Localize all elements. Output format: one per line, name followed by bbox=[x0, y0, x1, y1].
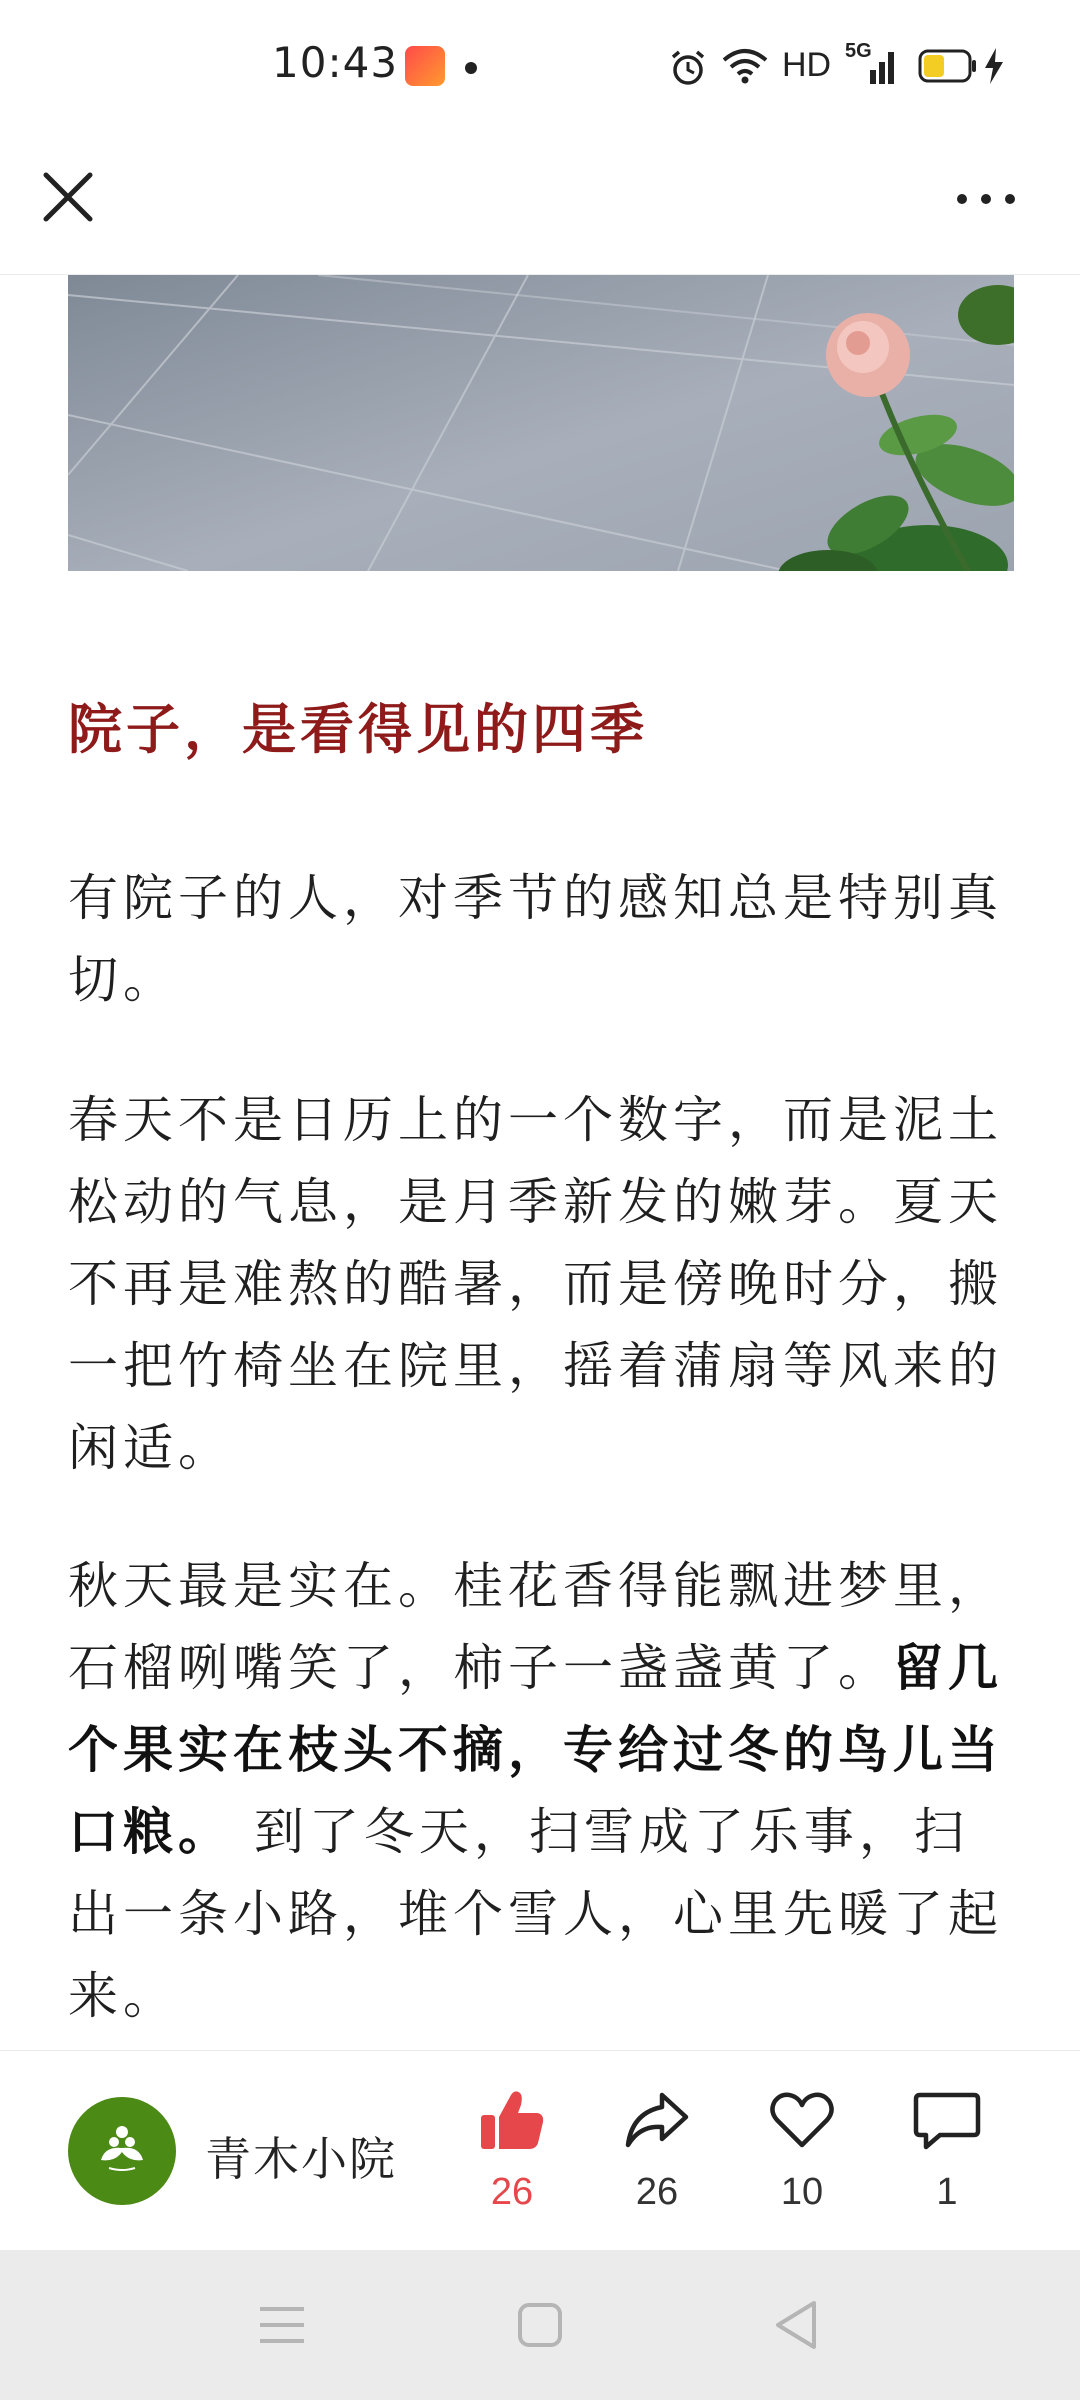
home-icon[interactable] bbox=[512, 2297, 568, 2353]
favorite-count: 10 bbox=[780, 2171, 824, 2213]
more-icon[interactable] bbox=[950, 171, 1022, 227]
paragraph-3 bbox=[68, 1545, 1014, 2037]
share-count: 26 bbox=[635, 2171, 679, 2213]
heart-icon bbox=[767, 2087, 837, 2153]
favorite-button[interactable] bbox=[742, 2087, 862, 2227]
paragraph-3-start: 秋天最是实在。桂花香得能飘进梦里，石榴咧嘴笑了，柿子一盏盏黄了。 bbox=[68, 1557, 1003, 1697]
action-bar bbox=[0, 2050, 1080, 2250]
wifi-icon bbox=[720, 46, 770, 86]
paragraph-3-end: 到了冬天，扫雪成了乐事，扫出一条小路，堆个雪人，心里先暖了起来。 bbox=[68, 1803, 1003, 2025]
alarm-icon bbox=[668, 48, 708, 88]
section-title: 院子，是看得见的四季 bbox=[68, 698, 648, 761]
battery-icon bbox=[918, 48, 978, 84]
paving-and-rose-illustration bbox=[68, 275, 1014, 571]
cellular-5g-label: 5G bbox=[845, 40, 872, 62]
status-time: 10:43 bbox=[272, 38, 399, 87]
back-icon[interactable] bbox=[768, 2297, 824, 2353]
network-hd-label: HD bbox=[782, 46, 832, 84]
like-count: 26 bbox=[490, 2171, 534, 2213]
like-button[interactable] bbox=[452, 2087, 572, 2227]
menu-icon[interactable] bbox=[254, 2297, 310, 2353]
notification-dot bbox=[465, 62, 477, 74]
share-icon bbox=[622, 2087, 692, 2153]
share-button[interactable] bbox=[597, 2087, 717, 2227]
top-nav bbox=[0, 135, 1080, 275]
charging-icon bbox=[982, 46, 1006, 86]
paragraph-1: 有院子的人，对季节的感知总是特别真切。 bbox=[68, 869, 1003, 1009]
paragraph-3-bold: 留几个果实在枝头不摘，专给过冬的鸟儿当口粮。 bbox=[68, 1639, 1003, 1861]
system-nav-bar bbox=[0, 2250, 1080, 2400]
paragraph-2: 春天不是日历上的一个数字，而是泥土松动的气息，是月季新发的嫩芽。夏天不再是难熬的酷暑，而是傍晚时分，搬一把竹椅坐在院里，摇着蒲扇等风来的闲适。 bbox=[68, 1091, 1003, 1477]
author-avatar[interactable] bbox=[68, 2097, 176, 2205]
thumbs-up-icon bbox=[477, 2087, 547, 2153]
article-content bbox=[0, 275, 1080, 2050]
news-app-icon bbox=[405, 46, 445, 86]
article-image bbox=[68, 275, 1014, 571]
comment-count: 1 bbox=[936, 2171, 958, 2213]
author-name[interactable]: 青木小院 bbox=[205, 2132, 397, 2186]
comment-icon bbox=[912, 2087, 982, 2153]
close-icon[interactable] bbox=[36, 165, 100, 229]
status-bar bbox=[0, 0, 1080, 135]
leaf-logo-icon bbox=[87, 2116, 157, 2186]
comment-button[interactable] bbox=[887, 2087, 1007, 2227]
